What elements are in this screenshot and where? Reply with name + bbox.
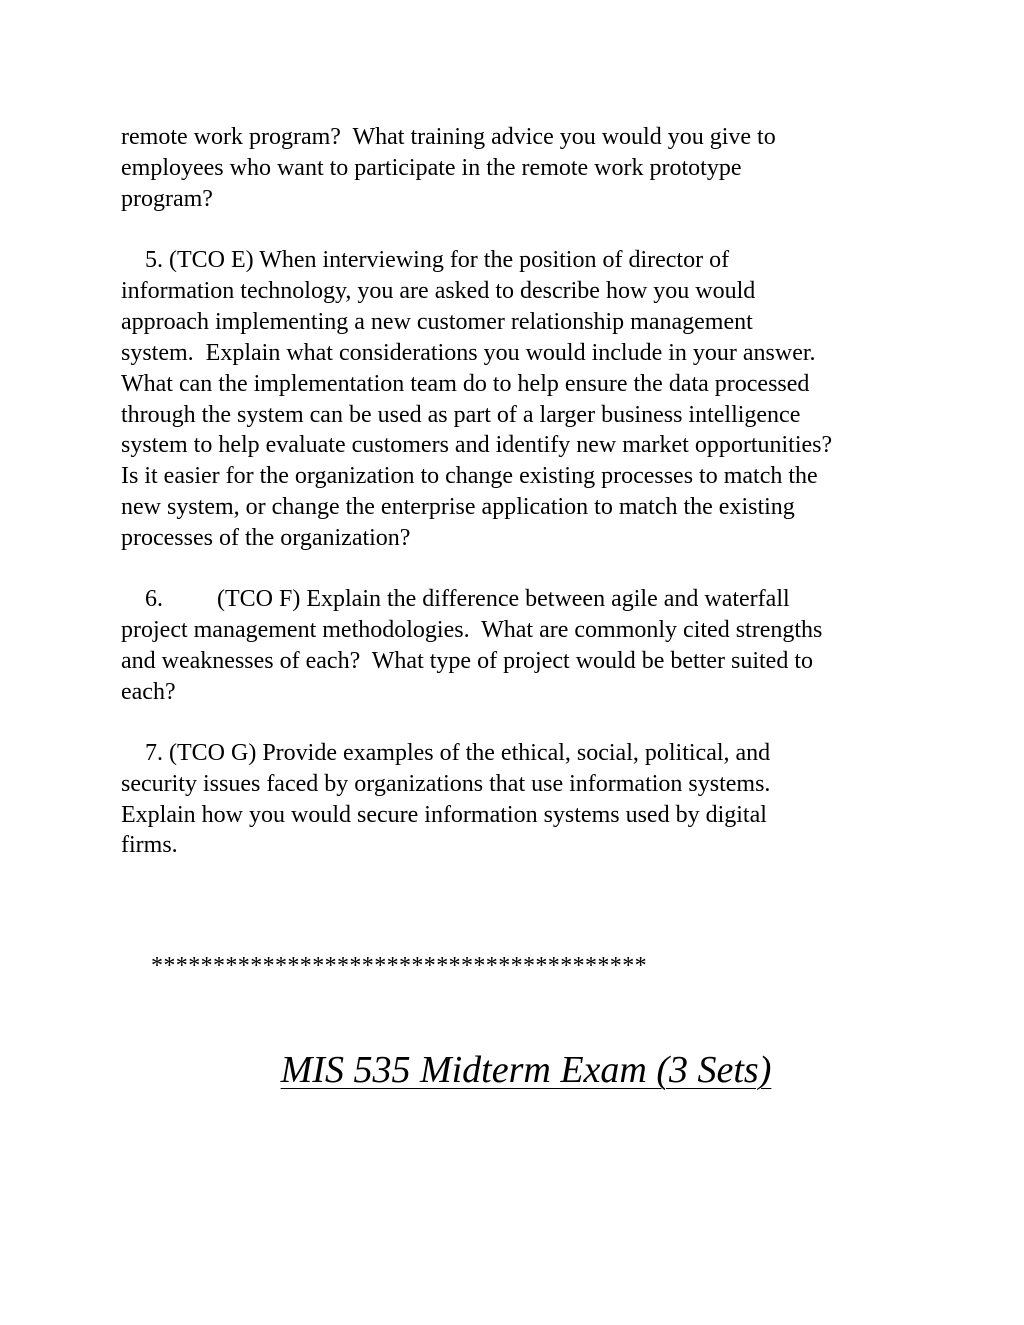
question-7-line: firms.: [121, 832, 178, 858]
question-7-line: security issues faced by organizations that use information systems.: [121, 771, 771, 797]
question-5-line: information technology, you are asked to describe how you would: [121, 278, 756, 304]
question-5-line: 5. (TCO E) When interviewing for the position of director of: [121, 247, 730, 273]
asterisk-separator: ****************************************: [151, 953, 647, 979]
question-5-line: new system, or change the enterprise application to match the existing: [121, 494, 795, 520]
question-6-line: 6. (TCO F) Explain the difference between agile and waterfall: [121, 586, 790, 612]
question-6-line: and weaknesses of each? What type of project would be better suited to: [121, 648, 813, 674]
question-5-line: Is it easier for the organization to change existing processes to match the: [121, 463, 818, 489]
question-5-line: system to help evaluate customers and identify new market opportunities?: [121, 432, 833, 458]
continuation-line: remote work program? What training advice you would you give to: [121, 124, 776, 150]
question-6-line: each?: [121, 679, 176, 705]
continuation-line: employees who want to participate in the remote work prototype: [121, 155, 742, 181]
question-7-line: Explain how you would secure information systems used by digital: [121, 802, 767, 828]
question-5-line: What can the implementation team do to help ensure the data processed: [121, 371, 810, 397]
question-5-line: system. Explain what considerations you would include in your answer.: [121, 340, 816, 366]
continuation-line: program?: [121, 186, 213, 212]
question-6-line: project management methodologies. What are commonly cited strengths: [121, 617, 823, 643]
question-5-line: through the system can be used as part of a larger business intelligence: [121, 402, 801, 428]
question-5-line: approach implementing a new customer relationship management: [121, 309, 753, 335]
question-7-line: 7. (TCO G) Provide examples of the ethical, social, political, and: [121, 740, 771, 766]
document-title: MIS 535 Midterm Exam (3 Sets): [280, 1049, 772, 1091]
question-5-line: processes of the organization?: [121, 525, 411, 551]
